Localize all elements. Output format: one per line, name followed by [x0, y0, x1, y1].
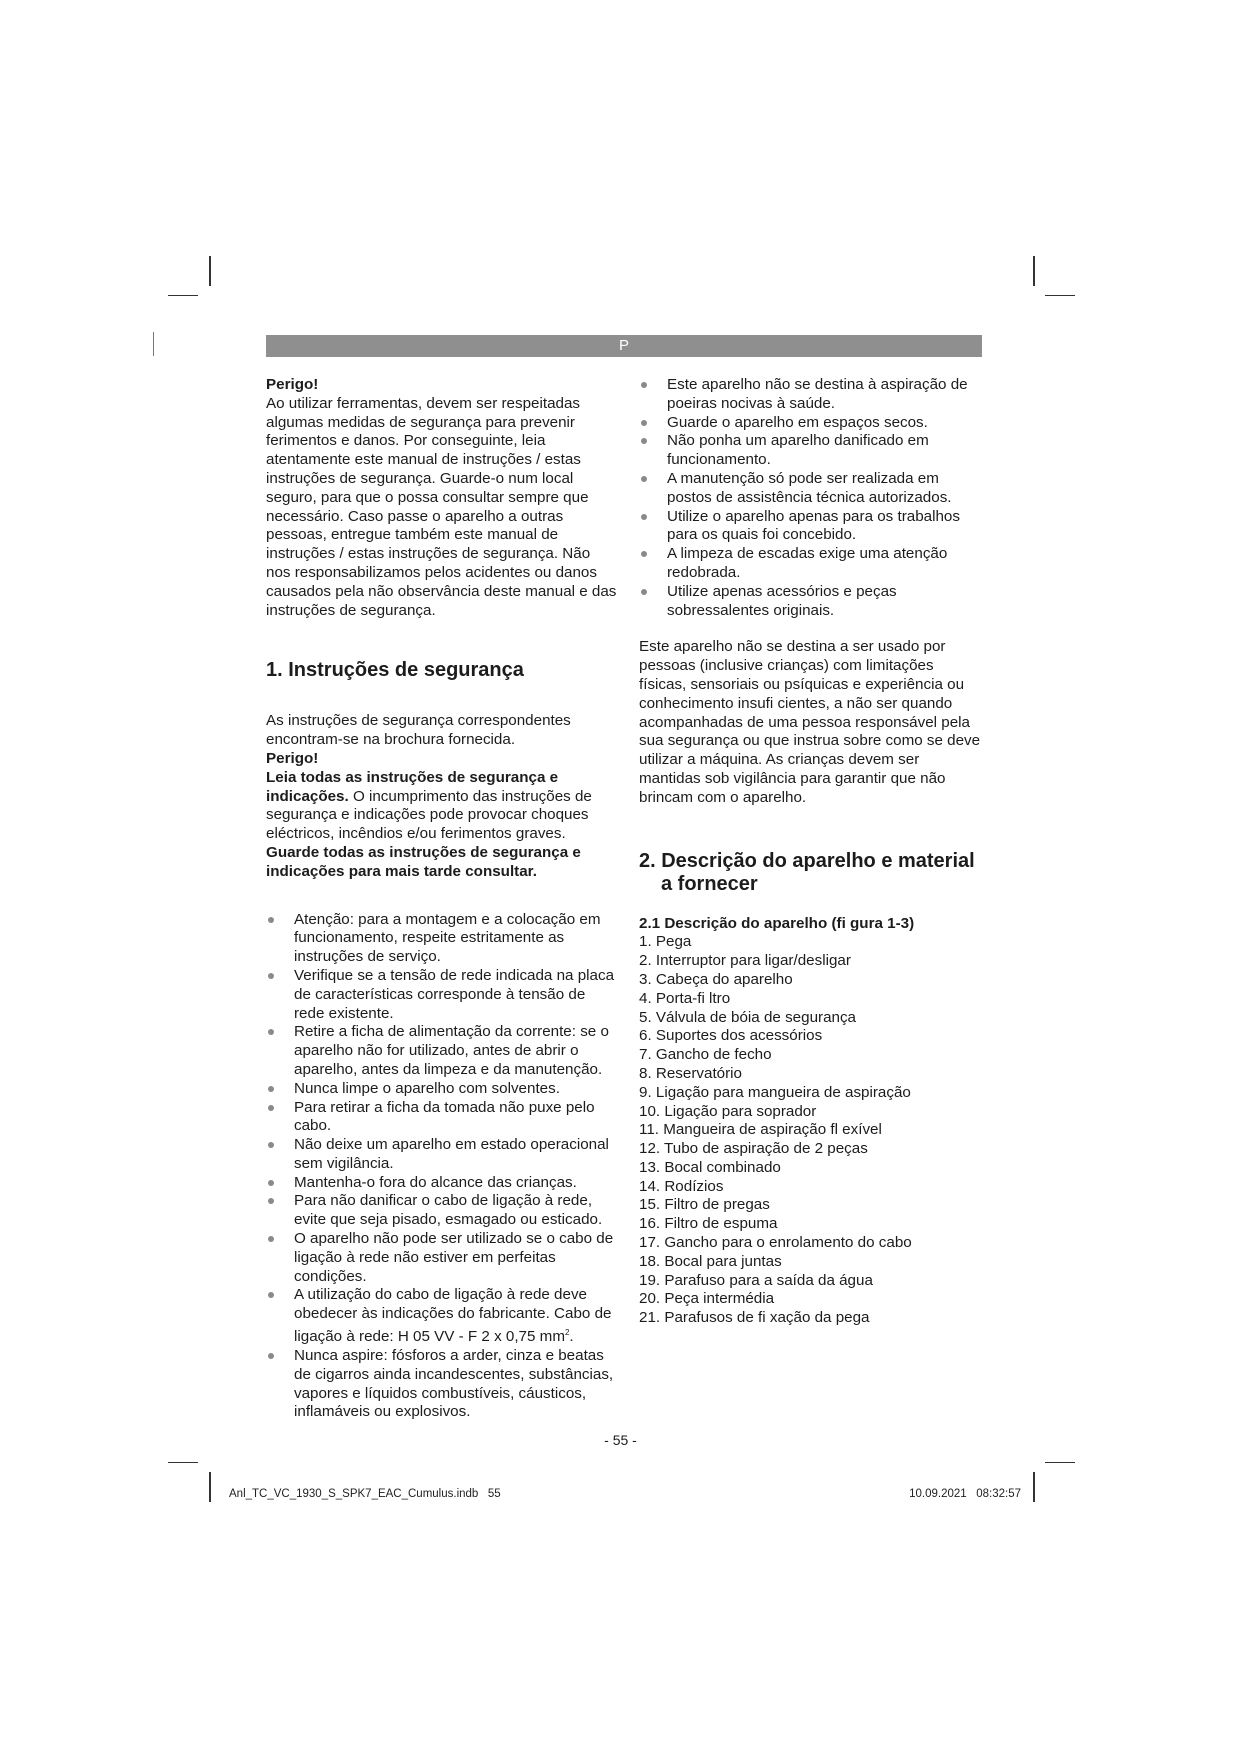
- list-item: Utilize o aparelho apenas para os trabalhos para os quais foi concebido.: [639, 508, 984, 546]
- list-item: 7. Gancho de fecho: [639, 1046, 772, 1064]
- list-item: 11. Mangueira de aspiração fl exível: [639, 1121, 882, 1139]
- crop-mark: [168, 295, 198, 296]
- cable-text: A utilização do cabo de ligação à rede deve obedecer às indicações do fabricante. Cabo de ligação à rede: H 05 VV - F 2 x 0,75 mm: [294, 1286, 612, 1346]
- crop-mark: [1045, 295, 1075, 296]
- list-item: Atenção: para a montagem e a colocação em funcionamento, respeite estritamente as instruções de serviço.: [266, 911, 618, 967]
- list-item: 1. Pega: [639, 933, 692, 951]
- list-item: 10. Ligação para soprador: [639, 1102, 817, 1120]
- list-item: 8. Reservatório: [639, 1064, 742, 1082]
- right-column: [639, 376, 984, 1328]
- list-item: 21. Parafusos de fi xação da pega: [639, 1309, 870, 1327]
- parts-list: [639, 933, 984, 1328]
- crop-mark: [153, 332, 154, 356]
- list-item: 12. Tubo de aspiração de 2 peças: [639, 1140, 868, 1158]
- list-item: 20. Peça intermédia: [639, 1290, 775, 1308]
- section-2-title: 2. Descrição do aparelho e material a fornecer: [639, 849, 975, 895]
- children-paragraph: Este aparelho não se destina a ser usado por pessoas (inclusive crianças) com limitações físicas, sensoriais ou psíquicas e experiência ou conhecimento insufi cientes, a não ser quando acompanhadas de uma pessoa responsável pela sua segurança ou que instrua sobre como se deve utilizar a máquina. As crianças devem ser mantidas sob vigilância para garantir que não brincam com o aparelho.: [639, 638, 981, 806]
- warning-title: Perigo!: [266, 376, 319, 393]
- right-bullet-list: [639, 376, 984, 620]
- list-item: 16. Filtro de espuma: [639, 1215, 778, 1233]
- list-item: Nunca limpe o aparelho com solventes.: [266, 1080, 618, 1099]
- cable-text-end: .: [569, 1328, 574, 1346]
- list-item: 4. Porta-fi ltro: [639, 989, 731, 1007]
- list-item: 15. Filtro de pregas: [639, 1196, 770, 1214]
- footer-file: Anl_TC_VC_1930_S_SPK7_EAC_Cumulus.indb 55: [229, 1488, 501, 1500]
- list-item: Para não danificar o cabo de ligação à rede, evite que seja pisado, esmagado ou esticado.: [266, 1192, 618, 1230]
- superscript: 2: [564, 1328, 570, 1338]
- list-item: 18. Bocal para juntas: [639, 1252, 782, 1270]
- list-item: 3. Cabeça do aparelho: [639, 970, 793, 988]
- list-item: Verifique se a tensão de rede indicada na placa de características corresponde à tensão de rede existente.: [266, 967, 618, 1023]
- list-item: A manutenção só pode ser realizada em postos de assistência técnica autorizados.: [639, 470, 984, 508]
- crop-mark: [1033, 1472, 1035, 1502]
- list-item: Não deixe um aparelho em estado operacional sem vigilância.: [266, 1136, 618, 1174]
- list-item: 13. Bocal combinado: [639, 1158, 781, 1176]
- list-item: 17. Gancho para o enrolamento do cabo: [639, 1234, 912, 1252]
- list-item: Mantenha-o fora do alcance das crianças.: [266, 1174, 618, 1193]
- list-item: Este aparelho não se destina à aspiração de poeiras nocivas à saúde.: [639, 376, 984, 414]
- subsection-title: 2.1 Descrição do aparelho (fi gura 1-3): [639, 914, 915, 932]
- section-1-intro: As instruções de segurança correspondentes encontram-se na brochura fornecida.: [266, 712, 571, 749]
- safety-bullet-list: [266, 911, 618, 1423]
- warning-title-2: Perigo!: [266, 749, 319, 767]
- list-item: Não ponha um aparelho danificado em funcionamento.: [639, 432, 984, 470]
- list-item: 9. Ligação para mangueira de aspiração: [639, 1083, 911, 1101]
- language-header-bar: [266, 335, 982, 357]
- read-all-paragraph: [266, 769, 618, 844]
- list-item: A limpeza de escadas exige uma atenção redobrada.: [639, 545, 984, 583]
- list-item: 14. Rodízios: [639, 1177, 724, 1195]
- section-letter: P: [618, 337, 629, 354]
- list-item: 2. Interruptor para ligar/desligar: [639, 952, 851, 970]
- crop-mark: [1033, 256, 1035, 286]
- page-number: - 55 -: [604, 1432, 637, 1448]
- list-item: 5. Válvula de bóia de segurança: [639, 1008, 857, 1026]
- read-all-rest: O incumprimento das instruções de segurança e indicações pode provocar choques eléctricos, incêndios e/ou ferimentos graves.: [266, 787, 592, 843]
- crop-mark: [209, 1472, 211, 1502]
- list-item: [266, 1286, 618, 1346]
- footer-datetime: 10.09.2021 08:32:57: [909, 1488, 1021, 1500]
- list-item: 19. Parafuso para a saída da água: [639, 1271, 873, 1289]
- list-item: Guarde o aparelho em espaços secos.: [639, 414, 984, 433]
- list-item: Para retirar a ficha da tomada não puxe pelo cabo.: [266, 1099, 618, 1137]
- left-column: [266, 376, 618, 1422]
- section-1-title: 1. Instruções de segurança: [266, 659, 524, 682]
- crop-mark: [168, 1462, 198, 1463]
- list-item: Nunca aspire: fósforos a arder, cinza e beatas de cigarros ainda incandescentes, substâncias, vapores e líquidos combustíveis, cáusticos, inflamáveis ou explosivos.: [266, 1347, 618, 1422]
- list-item: O aparelho não pode ser utilizado se o cabo de ligação à rede não estiver em perfeitas condições.: [266, 1230, 618, 1286]
- keep-instructions: Guarde todas as instruções de segurança e indicações para mais tarde consultar.: [266, 843, 581, 880]
- intro-paragraph: Ao utilizar ferramentas, devem ser respeitadas algumas medidas de segurança para prevenir ferimentos e danos. Por conseguinte, leia atentamente este manual de instruções / estas instruções de segurança. Guarde-o num local seguro, para que o possa consultar sempre que necessário. Caso passe o aparelho a outras pessoas, entregue também este manual de instruções / estas instruções de segurança. Não nos responsabilizamos pelos acidentes ou danos causados pela não observância deste manual e das instruções de segurança.: [266, 394, 617, 619]
- read-all-bold: Leia todas as instruções de segurança e indicações.: [266, 768, 559, 805]
- list-item: Retire a ficha de alimentação da corrente: se o aparelho não for utilizado, antes de abrir o aparelho, antes da limpeza e da manutenção.: [266, 1023, 618, 1079]
- crop-mark: [209, 256, 211, 286]
- list-item: Utilize apenas acessórios e peças sobressalentes originais.: [639, 583, 984, 621]
- list-item: 6. Suportes dos acessórios: [639, 1027, 823, 1045]
- crop-mark: [1045, 1462, 1075, 1463]
